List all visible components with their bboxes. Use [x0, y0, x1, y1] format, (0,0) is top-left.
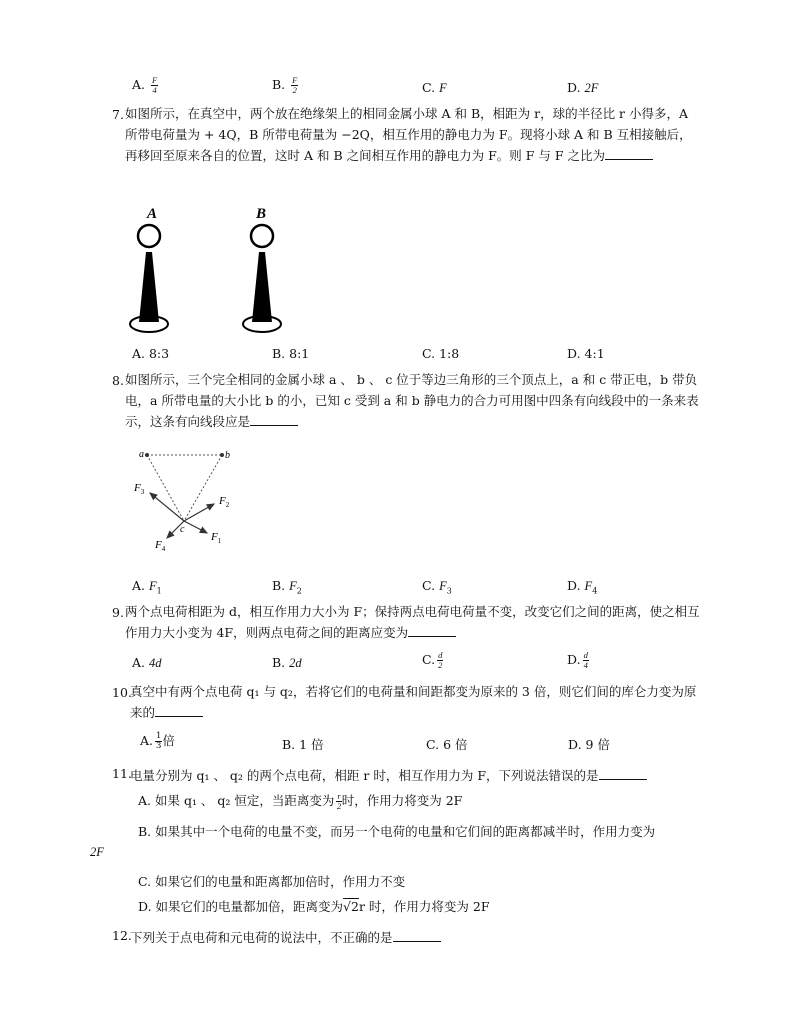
q7-figure [125, 200, 295, 340]
q9-option-c: C. $\frac{d}{2}$ [422, 650, 443, 670]
label-f4: $F_4$ [155, 539, 166, 553]
label-f3: $F_3$ [134, 482, 145, 496]
q8-text: 如图所示，三个完全相同的金属小球 a 、 b 、 c 位于等边三角形的三个顶点上，a 和 c 带正电，b 带负电，a 所带电量的大小比 b 的小，已知 c 受到 a 和 b 静电力的合力可用图中四条有向线段中的一条来表示，这条有向线段应是 [125, 372, 699, 429]
q7-label-b: B [256, 206, 267, 222]
q11-option-a: A. 如果 q₁ 、 q₂ 恒定，当距离变为 $\frac{r}{2}$ 时，作用力将变为 2F [138, 791, 463, 811]
q6-option-a: A. $\frac{F}{4}$ [132, 75, 158, 95]
q10-option-c: C. 6 倍 [426, 737, 468, 752]
q6-option-b: B. $\frac{F}{2}$ [272, 75, 298, 95]
q9-number: 9. [112, 605, 124, 620]
q12-answer-blank[interactable] [393, 931, 441, 942]
q7-option-c: C. 1:8 [422, 346, 460, 361]
q11-option-d: D. 如果它们的电量都加倍，距离变为√2r 时，作用力将变为 2F [138, 899, 490, 914]
q11-text: 电量分别为 q₁ 、 q₂ 的两个点电荷，相距 r 时，相互作用力为 F，下列说法错误的是 [130, 766, 647, 784]
q11-answer-blank[interactable] [599, 769, 647, 780]
edge-ac [147, 455, 184, 521]
q10-text: 真空中有两个点电荷 q₁ 与 q₂，若将它们的电荷量和间距都变为原来的 3 倍，则它们间的库仑力变为原来的 [130, 684, 697, 720]
q9-text: 两个点电荷相距为 d，相互作用力大小为 F；保持两点电荷电荷量不变，改变它们之间的距离，使之相互作用力大小变为 4F，则两点电荷之间的距离应变为 [125, 604, 700, 640]
arrow-f2 [184, 504, 214, 521]
q9-answer-blank[interactable] [408, 626, 456, 637]
q8-option-b: B. $F_2$ [272, 578, 302, 596]
q11-option-b: B. 如果其中一个电荷的电量不变，而另一个电荷的电量和它们间的距离都减半时，作用力变为 [138, 824, 656, 839]
q7-option-a: A. 8:3 [132, 346, 170, 361]
q8-figure [125, 445, 250, 555]
q8-option-c: C. $F_3$ [422, 578, 452, 596]
label-f1: $F_1$ [211, 531, 222, 545]
q10-option-d: D. 9 倍 [568, 737, 610, 752]
q7-option-d: D. 4:1 [567, 346, 605, 361]
q10-number: 10. [112, 685, 132, 700]
q12-text: 下列关于点电荷和元电荷的说法中，不正确的是 [130, 928, 441, 946]
ball-a [138, 225, 160, 247]
q10-option-b: B. 1 倍 [282, 737, 324, 752]
q7-answer-blank[interactable] [605, 149, 653, 160]
ball-b [251, 225, 273, 247]
q7-text: 如图所示，在真空中，两个放在绝缘架上的相同金属小球 A 和 B，相距为 r，球的半径比 r 小得多，A 所带电荷量为 + 4Q，B 所带电荷量为 −2Q，相互作用的静电力为 F。现将小球 A 和 B 互相接触后，再移回至原来各自的位置，这时 A 和 B 之间相互作用的静电力为 F。则 F 与 F 之比为 [125, 106, 692, 163]
stand-a [139, 252, 159, 322]
q8-option-d: D. $F_4$ [567, 578, 598, 596]
label-f2: $F_2$ [219, 495, 230, 509]
q10-answer-blank[interactable] [155, 706, 203, 717]
stand-b [252, 252, 272, 322]
label-b: b [225, 450, 230, 461]
q9-option-a: A. 4d [132, 655, 162, 670]
charge-b [220, 453, 224, 457]
q8-answer-blank[interactable] [250, 415, 298, 426]
q8-option-a: A. $F_1$ [132, 578, 162, 596]
q6-option-d: D. 2F [567, 80, 599, 95]
q11-option-b-wrap: 2F [90, 845, 104, 859]
q10-option-a: A. $\frac{1}{3}$ 倍 [140, 731, 175, 751]
charge-a [145, 453, 149, 457]
edge-bc [184, 455, 222, 521]
label-c: c [180, 524, 185, 535]
q9-option-b: B. 2d [272, 655, 302, 670]
q6-option-c: C. F [422, 80, 447, 95]
q11-option-c: C. 如果它们的电量和距离都加倍时，作用力不变 [138, 874, 406, 889]
q7-option-b: B. 8:1 [272, 346, 310, 361]
label-a: a [139, 449, 144, 460]
arrow-f1 [184, 521, 207, 533]
arrow-f3 [150, 493, 184, 521]
q7-label-a: A [147, 206, 158, 222]
q9-option-d: D. $\frac{d}{4}$ [567, 650, 588, 670]
q12-number: 12. [112, 928, 132, 943]
q11-number: 11. [112, 766, 132, 781]
q7-number: 7. [112, 107, 124, 122]
q8-number: 8. [112, 373, 124, 388]
